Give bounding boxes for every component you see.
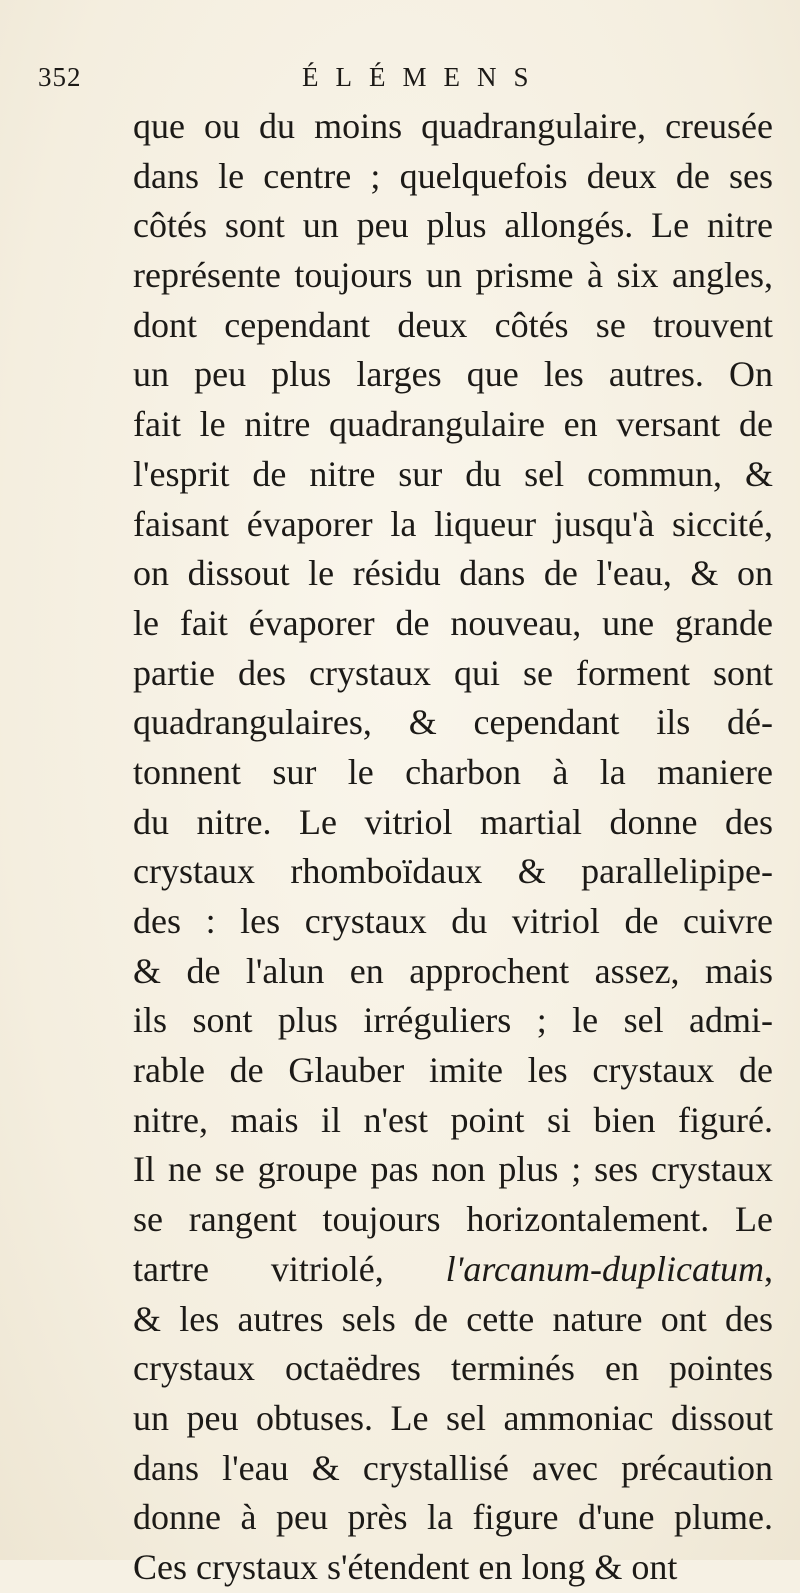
text-line: rable de Glauber imite les crystaux de [133, 1050, 773, 1091]
text-line: se rangent toujours horizontalement. Le [133, 1199, 773, 1240]
text-line: donne à peu près la figure d'une plume. [133, 1497, 773, 1538]
text-line: crystaux octaëdres terminés en pointes [133, 1348, 773, 1389]
text-line: partie des crystaux qui se forment sont [133, 652, 773, 693]
text-segment: , [764, 1248, 773, 1289]
text-segment: tartre vitriolé, [133, 1248, 446, 1289]
italic-term: l'arcanum-duplicatum [445, 1248, 764, 1289]
text-line: l'esprit de nitre sur du sel commun, & [133, 453, 773, 494]
text-line: dont cependant deux côtés se trouvent [133, 304, 773, 345]
text-line: un peu obtuses. Le sel ammoniac dissout [133, 1397, 773, 1438]
page-header [30, 62, 770, 102]
text-line: fait le nitre quadrangulaire en versant de [133, 404, 773, 445]
text-line: dans le centre ; quelquefois deux de ses [133, 155, 773, 196]
text-line: Ces crystaux s'étendent en long & ont [133, 1546, 678, 1587]
text-line: Il ne se groupe pas non plus ; ses crystaux [133, 1149, 773, 1190]
text-line: & de l'alun en approchent assez, mais [133, 950, 773, 991]
text-line: nitre, mais il n'est point si bien figuré. [133, 1099, 773, 1140]
text-line-mixed [133, 1245, 773, 1295]
text-line: quadrangulaires, & cependant ils dé- [133, 702, 773, 743]
text-line: dans l'eau & crystallisé avec précaution [133, 1447, 773, 1488]
text-line: le fait évaporer de nouveau, une grande [133, 602, 773, 643]
text-line: & les autres sels de cette nature ont des [133, 1298, 773, 1339]
text-line: des : les crystaux du vitriol de cuivre [133, 901, 773, 941]
running-title: ÉLÉMENS [302, 62, 546, 92]
text-line: un peu plus larges que les autres. On [133, 354, 773, 395]
text-line: représente toujours un prisme à six angles, [133, 255, 773, 296]
page-number: 352 [38, 62, 82, 92]
text-line: tonnent sur le charbon à la maniere [133, 751, 773, 792]
body-text [133, 102, 773, 1593]
text-line: que ou du moins quadrangulaire, creusée [133, 106, 773, 146]
text-line: du nitre. Le vitriol martial donne des [133, 801, 773, 842]
text-line: on dissout le résidu dans de l'eau, & on [133, 553, 773, 594]
text-line: crystaux rhomboïdaux & parallelipipe- [133, 851, 773, 892]
text-line: côtés sont un peu plus allongés. Le nitre [133, 205, 773, 246]
text-line: ils sont plus irréguliers ; le sel admi- [133, 1000, 773, 1041]
text-line: faisant évaporer la liqueur jusqu'à siccité, [133, 503, 773, 544]
